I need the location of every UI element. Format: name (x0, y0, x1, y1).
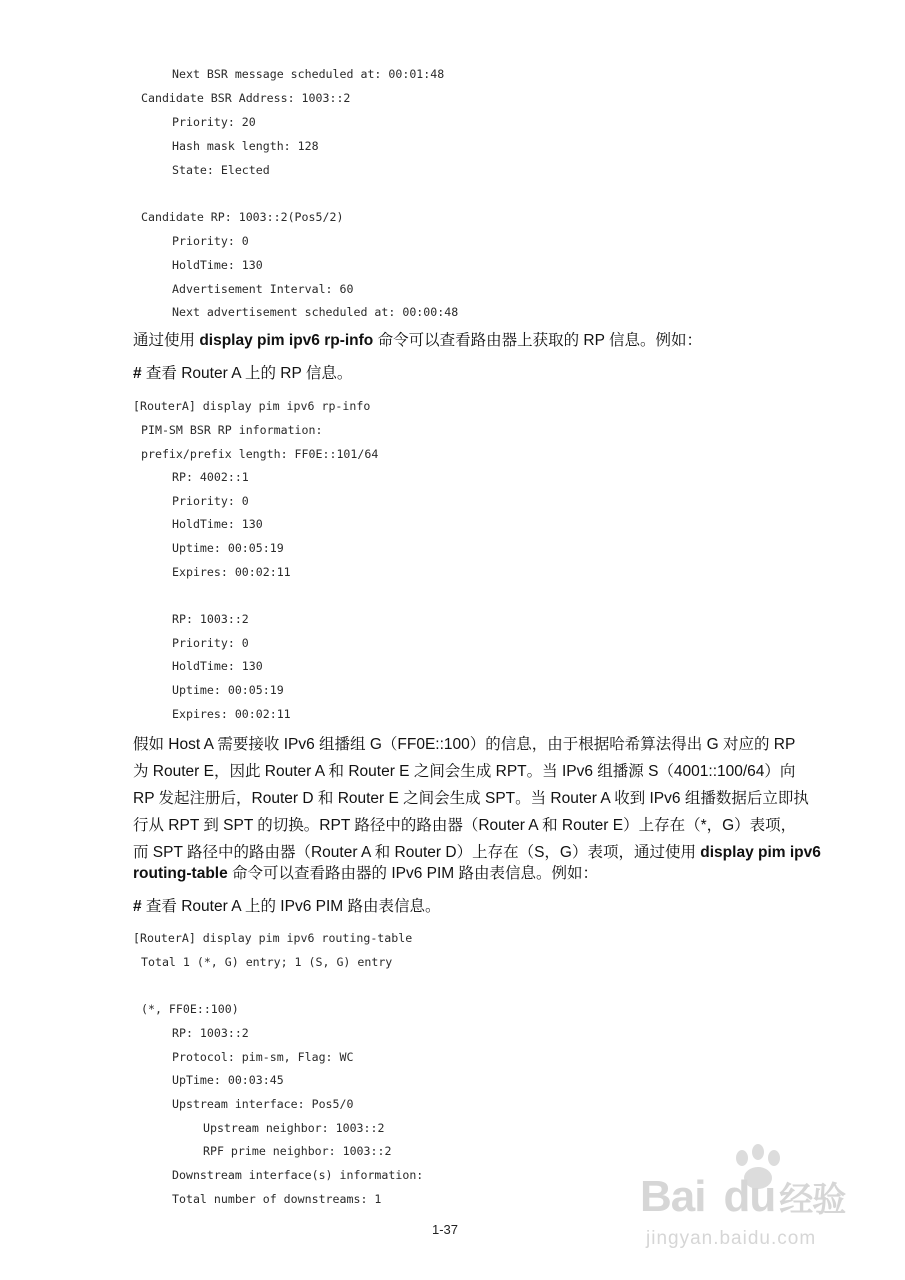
code-line: Uptime: 00:05:19 (172, 541, 284, 555)
code-line: UpTime: 00:03:45 (172, 1073, 284, 1087)
body-paragraph-line: 假如 Host A 需要接收 IPv6 组播组 G（FF0E::100）的信息，由于根据哈希算法得出 G 对应的 RP (133, 736, 796, 753)
hash-mark: # (133, 365, 142, 382)
body-paragraph-line (133, 845, 821, 861)
para-text: 通过使用 (133, 332, 200, 349)
code-line: Upstream interface: Pos5/0 (172, 1097, 354, 1111)
code-line: Uptime: 00:05:19 (172, 683, 284, 697)
code-line: Priority: 0 (172, 494, 249, 508)
code-line: prefix/prefix length: FF0E::101/64 (141, 447, 379, 461)
watermark-url: jingyan.baidu.com (646, 1228, 817, 1249)
code-line: Protocol: pim-sm, Flag: WC (172, 1050, 354, 1064)
code-line: PIM-SM BSR RP information: (141, 423, 323, 437)
code-line: Downstream interface(s) information: (172, 1168, 424, 1182)
code-line: RP: 1003::2 (172, 612, 249, 626)
body-paragraph-line (133, 866, 598, 882)
command-name: display pim ipv6 (700, 844, 821, 861)
code-line: Hash mask length: 128 (172, 139, 319, 153)
code-line: RPF prime neighbor: 1003::2 (203, 1144, 392, 1158)
code-line: Total number of downstreams: 1 (172, 1192, 382, 1206)
watermark-cn: 经验 (779, 1181, 846, 1219)
code-line: RP: 4002::1 (172, 470, 249, 484)
page-number: 1-37 (432, 1222, 459, 1237)
body-paragraph-line: RP 发起注册后，Router D 和 Router E 之间会生成 SPT。当 Router A 收到 IPv6 组播数据后立即执 (133, 790, 809, 807)
code-line: Priority: 0 (172, 234, 249, 248)
watermark-brand2: du (723, 1172, 776, 1221)
code-line: Candidate BSR Address: 1003::2 (141, 91, 351, 105)
code-line: Upstream neighbor: 1003::2 (203, 1121, 385, 1135)
example-heading (133, 366, 352, 382)
code-line: [RouterA] display pim ipv6 rp-info (133, 399, 371, 413)
para-text: 命令可以查看路由器上获取的 RP 信息。例如： (373, 332, 702, 349)
heading-text: 查看 Router A 上的 RP 信息。 (141, 365, 353, 382)
code-line: Priority: 20 (172, 115, 256, 129)
code-line: Advertisement Interval: 60 (172, 282, 354, 296)
code-line: Next advertisement scheduled at: 00:00:48 (172, 305, 459, 319)
code-line: Next BSR message scheduled at: 00:01:48 (172, 67, 445, 81)
code-line: HoldTime: 130 (172, 258, 263, 272)
body-paragraph-line: 为 Router E，因此 Router A 和 Router E 之间会生成 RPT。当 IPv6 组播源 S（4001::100/64）向 (133, 763, 796, 780)
baidu-watermark (640, 1142, 860, 1262)
code-line: RP: 1003::2 (172, 1026, 249, 1040)
code-line: HoldTime: 130 (172, 659, 263, 673)
code-line: Candidate RP: 1003::2(Pos5/2) (141, 210, 344, 224)
command-name: routing-table (133, 865, 228, 882)
body-paragraph (133, 333, 702, 349)
watermark-brand: Bai (640, 1172, 706, 1221)
code-line: Total 1 (*, G) entry; 1 (S, G) entry (141, 955, 393, 969)
code-line: State: Elected (172, 163, 270, 177)
code-line: Expires: 00:02:11 (172, 565, 291, 579)
para-text: 命令可以查看路由器的 IPv6 PIM 路由表信息。例如： (227, 865, 599, 882)
example-heading (133, 899, 441, 915)
hash-mark: # (133, 898, 142, 915)
code-line: Priority: 0 (172, 636, 249, 650)
heading-text: 查看 Router A 上的 IPv6 PIM 路由表信息。 (141, 898, 441, 915)
code-line: Expires: 00:02:11 (172, 707, 291, 721)
command-name: display pim ipv6 rp-info (199, 332, 374, 349)
body-paragraph-line: 行从 RPT 到 SPT 的切换。RPT 路径中的路由器（Router A 和 Router E）上存在（*，G）表项， (133, 817, 797, 834)
para-text: 而 SPT 路径中的路由器（Router A 和 Router D）上存在（S，G）表项，通过使用 (133, 844, 701, 861)
code-line: HoldTime: 130 (172, 517, 263, 531)
code-line: [RouterA] display pim ipv6 routing-table (133, 931, 413, 945)
code-line: (*, FF0E::100) (141, 1002, 239, 1016)
